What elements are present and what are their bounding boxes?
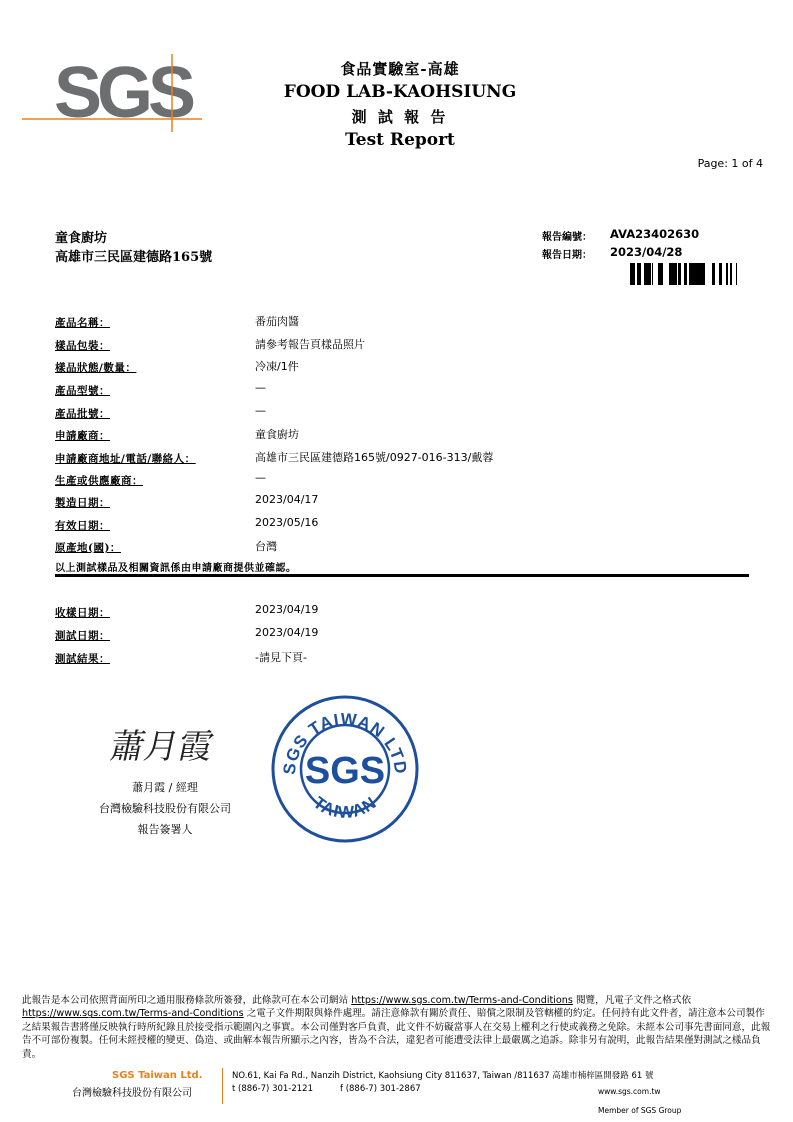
product-field-row — [55, 538, 755, 556]
field-label: 測試結果： — [55, 653, 110, 665]
signer-name-title: 蕭月霞 / 經理 — [132, 781, 198, 794]
client-name: 童食廚坊 — [55, 231, 108, 246]
stamp-top-text: SGS TAIWAN LTD — [279, 709, 411, 776]
footer-website[interactable]: www.sgs.com.tw — [598, 1087, 661, 1096]
field-label: 生產或供應廠商： — [55, 475, 143, 487]
footer-disclaimer — [22, 994, 774, 1061]
sgs-logo — [22, 52, 202, 132]
field-value: 台灣 — [255, 540, 277, 553]
product-field-row — [55, 381, 755, 399]
terms-link-2[interactable]: https://www.sgs.com.tw/Terms-and-Conditions — [22, 1008, 244, 1020]
terms-link-1[interactable]: https://www.sgs.com.tw/Terms-and-Conditions — [351, 995, 573, 1006]
field-value: 冷凍/1件 — [255, 360, 299, 373]
divider-line — [55, 574, 749, 577]
footer-company-zh: 台灣檢驗科技股份有限公司 — [72, 1088, 192, 1099]
field-label: 申請廠商地址/電話/聯絡人： — [55, 453, 196, 465]
footer-member: Member of SGS Group — [598, 1106, 682, 1115]
product-field-row — [55, 404, 755, 422]
product-field-row — [55, 471, 755, 489]
declaration-text: 以上測試樣品及相關資訊係由申請廠商提供並確認。 — [55, 563, 297, 574]
report-title-zh: 測 試 報 告 — [351, 108, 449, 126]
report-date: 2023/04/28 — [610, 245, 683, 259]
product-field-row — [55, 313, 755, 331]
field-label: 測試日期： — [55, 630, 110, 642]
signer-company: 台灣檢驗科技股份有限公司 — [99, 802, 231, 815]
report-date-label: 報告日期： — [542, 250, 592, 261]
stamp-bottom-text: TAIWAN — [309, 792, 381, 822]
field-value: 番茄肉醬 — [255, 315, 299, 328]
lab-name-zh: 食品實驗室-高雄 — [340, 60, 460, 78]
test-field-row — [55, 626, 755, 644]
field-value: — — [255, 471, 266, 484]
signer-role: 報告簽署人 — [137, 823, 193, 836]
report-title-en: Test Report — [345, 130, 455, 150]
field-value: — — [255, 404, 266, 417]
field-label: 樣品狀態/數量： — [55, 362, 137, 374]
field-value: 2023/04/19 — [255, 603, 319, 616]
svg-text:蕭月霞: 蕭月霞 — [110, 727, 217, 767]
report-number: AVA23402630 — [610, 227, 700, 241]
disclaimer-part-3: 之電子文件期限與條件處理。請注意條款有關於責任、賠償之限制及管轄權的約定。任何持有此文件者，請注意本公司製作之結果報告書將僅反映執行時所紀錄且於接受指示範圍內之事實。本公司僅對客戶負責，此文件不妨礙當事人在交易上權利之行使或義務之免除。未經本公司事先書面同意，此報告不可部份複製。任何未經授權的變更、偽造、或曲解本報告所顯示之內容，皆為不合法，違犯者可能遭受法律上最嚴厲之追訴。除非另有說明，此報告結果僅對測試之樣品負責。 — [22, 1008, 771, 1060]
product-field-row — [55, 358, 755, 376]
svg-text:SGS: SGS — [54, 53, 192, 132]
lab-name-en: FOOD LAB-KAOHSIUNG — [283, 82, 517, 102]
field-value: — — [255, 381, 266, 394]
report-number-label: 報告編號： — [542, 232, 592, 243]
field-value: 高雄市三民區建德路165號/0927-016-313/戴蓉 — [255, 451, 494, 464]
test-field-row — [55, 603, 755, 621]
test-field-row — [55, 649, 755, 667]
field-label: 收樣日期： — [55, 607, 110, 619]
footer-tel: t (886-7) 301-2121 — [232, 1084, 313, 1094]
field-value: 2023/05/16 — [255, 516, 319, 529]
product-field-row — [55, 493, 755, 511]
footer-address: NO.61, Kai Fa Rd., Nanzih District, Kaohsiung City 811637, Taiwan /811637 高雄市楠梓區開發路 61 號 — [232, 1071, 654, 1081]
field-value: -請見下頁- — [255, 651, 307, 664]
disclaimer-part-2: 閱覽，凡電子文件之格式依 — [575, 995, 692, 1006]
footer-fax: f (886-7) 301-2867 — [340, 1084, 421, 1094]
product-field-row — [55, 336, 755, 354]
disclaimer-part-1: 此報告是本公司依照背面所印之通用服務條款所簽發，此條款可在本公司網站 — [22, 995, 349, 1006]
signature-image — [110, 712, 230, 772]
field-label: 產品批號： — [55, 408, 110, 420]
field-value: 童食廚坊 — [255, 428, 299, 441]
field-label: 申請廠商： — [55, 430, 110, 442]
field-label: 產品名稱： — [55, 317, 110, 329]
field-value: 2023/04/17 — [255, 493, 319, 506]
barcode — [630, 263, 740, 285]
field-value: 2023/04/19 — [255, 626, 319, 639]
stamp-center-text: SGS — [304, 750, 386, 792]
product-field-row — [55, 516, 755, 534]
field-label: 原產地(國)： — [55, 542, 121, 554]
product-field-row — [55, 426, 755, 444]
field-label: 樣品包裝： — [55, 340, 110, 352]
page-number: Page: 1 of 4 — [697, 157, 763, 170]
field-value: 請參考報告頁樣品照片 — [255, 338, 365, 351]
footer-divider — [222, 1068, 223, 1104]
sgs-taiwan-stamp — [271, 695, 419, 843]
footer-company-en: SGS Taiwan Ltd. — [112, 1070, 203, 1081]
field-label: 製造日期： — [55, 497, 110, 509]
field-label: 產品型號： — [55, 385, 110, 397]
product-field-row — [55, 449, 755, 467]
field-label: 有效日期： — [55, 520, 110, 532]
client-address: 高雄市三民區建德路165號 — [55, 250, 213, 265]
